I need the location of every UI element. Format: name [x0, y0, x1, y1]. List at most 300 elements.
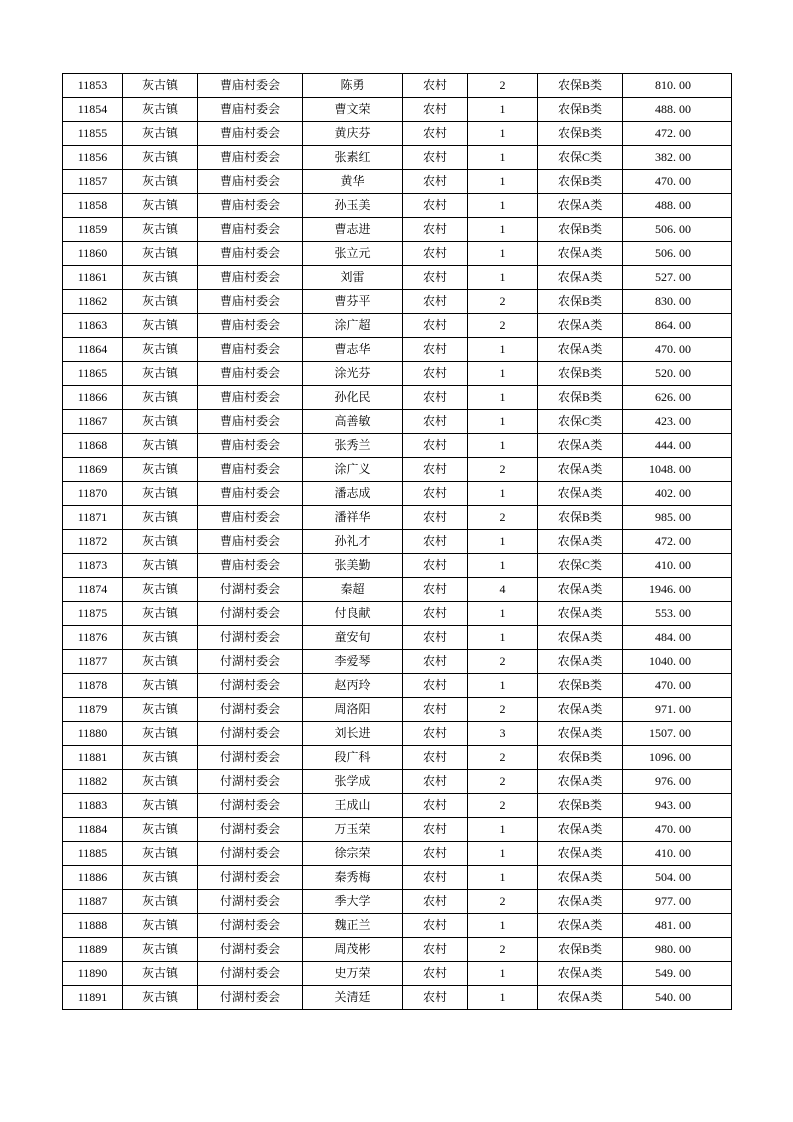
- cell-town: 灰古镇: [123, 626, 198, 650]
- cell-category: 农保A类: [538, 266, 623, 290]
- cell-residence: 农村: [403, 650, 468, 674]
- cell-id: 11874: [63, 578, 123, 602]
- cell-amount: 472. 00: [623, 122, 732, 146]
- cell-category: 农保B类: [538, 746, 623, 770]
- cell-residence: 农村: [403, 146, 468, 170]
- cell-amount: 506. 00: [623, 242, 732, 266]
- cell-amount: 830. 00: [623, 290, 732, 314]
- cell-town: 灰古镇: [123, 746, 198, 770]
- cell-category: 农保A类: [538, 458, 623, 482]
- cell-residence: 农村: [403, 938, 468, 962]
- cell-residence: 农村: [403, 74, 468, 98]
- table-row: [63, 434, 732, 458]
- table-row: [63, 482, 732, 506]
- cell-town: 灰古镇: [123, 290, 198, 314]
- cell-name: 秦秀梅: [303, 866, 403, 890]
- cell-amount: 488. 00: [623, 194, 732, 218]
- cell-name: 涂光芬: [303, 362, 403, 386]
- cell-count: 2: [468, 794, 538, 818]
- cell-id: 11867: [63, 410, 123, 434]
- cell-name: 张素红: [303, 146, 403, 170]
- cell-category: 农保B类: [538, 794, 623, 818]
- cell-residence: 农村: [403, 170, 468, 194]
- cell-village: 付湖村委会: [198, 818, 303, 842]
- cell-count: 1: [468, 914, 538, 938]
- cell-id: 11884: [63, 818, 123, 842]
- cell-category: 农保A类: [538, 602, 623, 626]
- cell-id: 11871: [63, 506, 123, 530]
- cell-town: 灰古镇: [123, 962, 198, 986]
- cell-village: 付湖村委会: [198, 746, 303, 770]
- table-row: [63, 866, 732, 890]
- cell-town: 灰古镇: [123, 866, 198, 890]
- cell-residence: 农村: [403, 458, 468, 482]
- cell-category: 农保B类: [538, 386, 623, 410]
- cell-count: 2: [468, 746, 538, 770]
- cell-count: 3: [468, 722, 538, 746]
- cell-amount: 481. 00: [623, 914, 732, 938]
- cell-residence: 农村: [403, 218, 468, 242]
- cell-count: 1: [468, 266, 538, 290]
- table-row: [63, 746, 732, 770]
- cell-town: 灰古镇: [123, 722, 198, 746]
- cell-id: 11869: [63, 458, 123, 482]
- cell-count: 1: [468, 962, 538, 986]
- cell-count: 1: [468, 866, 538, 890]
- cell-category: 农保B类: [538, 218, 623, 242]
- cell-town: 灰古镇: [123, 602, 198, 626]
- cell-village: 曹庙村委会: [198, 290, 303, 314]
- cell-count: 1: [468, 818, 538, 842]
- cell-amount: 976. 00: [623, 770, 732, 794]
- cell-count: 1: [468, 842, 538, 866]
- cell-village: 付湖村委会: [198, 866, 303, 890]
- cell-amount: 402. 00: [623, 482, 732, 506]
- cell-town: 灰古镇: [123, 914, 198, 938]
- cell-category: 农保A类: [538, 818, 623, 842]
- cell-category: 农保A类: [538, 482, 623, 506]
- cell-count: 1: [468, 194, 538, 218]
- cell-town: 灰古镇: [123, 890, 198, 914]
- cell-count: 1: [468, 362, 538, 386]
- cell-count: 2: [468, 650, 538, 674]
- cell-residence: 农村: [403, 530, 468, 554]
- cell-name: 秦超: [303, 578, 403, 602]
- cell-count: 1: [468, 410, 538, 434]
- cell-residence: 农村: [403, 242, 468, 266]
- cell-residence: 农村: [403, 98, 468, 122]
- cell-id: 11889: [63, 938, 123, 962]
- cell-amount: 382. 00: [623, 146, 732, 170]
- cell-town: 灰古镇: [123, 362, 198, 386]
- cell-residence: 农村: [403, 386, 468, 410]
- cell-amount: 506. 00: [623, 218, 732, 242]
- cell-amount: 444. 00: [623, 434, 732, 458]
- cell-id: 11854: [63, 98, 123, 122]
- table-row: [63, 362, 732, 386]
- cell-id: 11865: [63, 362, 123, 386]
- cell-village: 曹庙村委会: [198, 506, 303, 530]
- cell-name: 高善敏: [303, 410, 403, 434]
- cell-town: 灰古镇: [123, 698, 198, 722]
- cell-category: 农保A类: [538, 914, 623, 938]
- cell-residence: 农村: [403, 698, 468, 722]
- cell-town: 灰古镇: [123, 578, 198, 602]
- cell-category: 农保C类: [538, 146, 623, 170]
- cell-category: 农保A类: [538, 770, 623, 794]
- cell-village: 曹庙村委会: [198, 98, 303, 122]
- cell-name: 赵丙玲: [303, 674, 403, 698]
- cell-town: 灰古镇: [123, 194, 198, 218]
- cell-town: 灰古镇: [123, 170, 198, 194]
- table-row: [63, 266, 732, 290]
- cell-name: 季大学: [303, 890, 403, 914]
- cell-category: 农保B类: [538, 74, 623, 98]
- cell-id: 11868: [63, 434, 123, 458]
- cell-name: 张美勤: [303, 554, 403, 578]
- cell-amount: 470. 00: [623, 338, 732, 362]
- cell-amount: 540. 00: [623, 986, 732, 1010]
- table-row: [63, 674, 732, 698]
- cell-amount: 527. 00: [623, 266, 732, 290]
- cell-village: 付湖村委会: [198, 794, 303, 818]
- cell-id: 11882: [63, 770, 123, 794]
- cell-category: 农保A类: [538, 242, 623, 266]
- cell-category: 农保A类: [538, 842, 623, 866]
- cell-amount: 549. 00: [623, 962, 732, 986]
- cell-amount: 810. 00: [623, 74, 732, 98]
- cell-residence: 农村: [403, 818, 468, 842]
- cell-village: 曹庙村委会: [198, 170, 303, 194]
- cell-amount: 520. 00: [623, 362, 732, 386]
- cell-residence: 农村: [403, 194, 468, 218]
- cell-residence: 农村: [403, 482, 468, 506]
- cell-residence: 农村: [403, 410, 468, 434]
- cell-amount: 484. 00: [623, 626, 732, 650]
- cell-town: 灰古镇: [123, 770, 198, 794]
- cell-category: 农保A类: [538, 986, 623, 1010]
- cell-category: 农保B类: [538, 506, 623, 530]
- cell-name: 张秀兰: [303, 434, 403, 458]
- cell-village: 曹庙村委会: [198, 242, 303, 266]
- cell-residence: 农村: [403, 578, 468, 602]
- cell-id: 11856: [63, 146, 123, 170]
- cell-town: 灰古镇: [123, 314, 198, 338]
- table-row: [63, 506, 732, 530]
- cell-id: 11873: [63, 554, 123, 578]
- cell-id: 11861: [63, 266, 123, 290]
- table-row: [63, 386, 732, 410]
- table-row: [63, 290, 732, 314]
- cell-id: 11857: [63, 170, 123, 194]
- table-row: [63, 698, 732, 722]
- cell-town: 灰古镇: [123, 122, 198, 146]
- cell-amount: 943. 00: [623, 794, 732, 818]
- cell-amount: 1048. 00: [623, 458, 732, 482]
- cell-amount: 626. 00: [623, 386, 732, 410]
- cell-amount: 864. 00: [623, 314, 732, 338]
- cell-town: 灰古镇: [123, 842, 198, 866]
- cell-count: 2: [468, 698, 538, 722]
- cell-category: 农保A类: [538, 578, 623, 602]
- cell-id: 11863: [63, 314, 123, 338]
- cell-amount: 472. 00: [623, 530, 732, 554]
- cell-village: 曹庙村委会: [198, 146, 303, 170]
- cell-category: 农保A类: [538, 698, 623, 722]
- cell-name: 曹志华: [303, 338, 403, 362]
- cell-town: 灰古镇: [123, 794, 198, 818]
- cell-village: 曹庙村委会: [198, 338, 303, 362]
- cell-name: 王成山: [303, 794, 403, 818]
- cell-name: 曹文荣: [303, 98, 403, 122]
- table-row: [63, 938, 732, 962]
- cell-count: 1: [468, 98, 538, 122]
- cell-name: 童安旬: [303, 626, 403, 650]
- cell-count: 4: [468, 578, 538, 602]
- cell-category: 农保A类: [538, 650, 623, 674]
- cell-name: 陈勇: [303, 74, 403, 98]
- cell-village: 曹庙村委会: [198, 314, 303, 338]
- table-row: [63, 890, 732, 914]
- cell-residence: 农村: [403, 290, 468, 314]
- cell-name: 史万荣: [303, 962, 403, 986]
- table-row: [63, 170, 732, 194]
- cell-residence: 农村: [403, 986, 468, 1010]
- cell-count: 1: [468, 242, 538, 266]
- cell-town: 灰古镇: [123, 986, 198, 1010]
- cell-count: 2: [468, 938, 538, 962]
- cell-residence: 农村: [403, 890, 468, 914]
- cell-town: 灰古镇: [123, 74, 198, 98]
- cell-name: 刘雷: [303, 266, 403, 290]
- cell-village: 付湖村委会: [198, 698, 303, 722]
- cell-count: 1: [468, 218, 538, 242]
- cell-town: 灰古镇: [123, 266, 198, 290]
- cell-count: 1: [468, 122, 538, 146]
- cell-village: 付湖村委会: [198, 770, 303, 794]
- cell-town: 灰古镇: [123, 242, 198, 266]
- table-row: [63, 554, 732, 578]
- cell-residence: 农村: [403, 362, 468, 386]
- cell-village: 曹庙村委会: [198, 266, 303, 290]
- cell-town: 灰古镇: [123, 506, 198, 530]
- table-row: [63, 146, 732, 170]
- cell-id: 11862: [63, 290, 123, 314]
- cell-amount: 410. 00: [623, 842, 732, 866]
- cell-residence: 农村: [403, 866, 468, 890]
- cell-name: 周茂彬: [303, 938, 403, 962]
- cell-village: 曹庙村委会: [198, 74, 303, 98]
- cell-category: 农保A类: [538, 626, 623, 650]
- cell-count: 1: [468, 986, 538, 1010]
- cell-category: 农保B类: [538, 122, 623, 146]
- cell-category: 农保B类: [538, 98, 623, 122]
- cell-amount: 410. 00: [623, 554, 732, 578]
- table-row: [63, 626, 732, 650]
- table-row: [63, 818, 732, 842]
- cell-village: 曹庙村委会: [198, 434, 303, 458]
- cell-name: 孙化民: [303, 386, 403, 410]
- table-row: [63, 314, 732, 338]
- cell-id: 11887: [63, 890, 123, 914]
- cell-name: 涂广义: [303, 458, 403, 482]
- cell-residence: 农村: [403, 626, 468, 650]
- cell-count: 2: [468, 890, 538, 914]
- cell-id: 11855: [63, 122, 123, 146]
- cell-name: 黄庆芬: [303, 122, 403, 146]
- cell-count: 2: [468, 458, 538, 482]
- cell-count: 2: [468, 770, 538, 794]
- cell-count: 2: [468, 314, 538, 338]
- cell-category: 农保A类: [538, 722, 623, 746]
- cell-town: 灰古镇: [123, 530, 198, 554]
- table-row: [63, 242, 732, 266]
- table-row: [63, 458, 732, 482]
- cell-id: 11890: [63, 962, 123, 986]
- cell-category: 农保C类: [538, 554, 623, 578]
- cell-id: 11886: [63, 866, 123, 890]
- cell-category: 农保B类: [538, 290, 623, 314]
- cell-name: 潘祥华: [303, 506, 403, 530]
- cell-count: 2: [468, 290, 538, 314]
- cell-id: 11864: [63, 338, 123, 362]
- table-row: [63, 794, 732, 818]
- cell-id: 11858: [63, 194, 123, 218]
- cell-residence: 农村: [403, 554, 468, 578]
- table-row: [63, 98, 732, 122]
- table-row: [63, 650, 732, 674]
- cell-village: 付湖村委会: [198, 938, 303, 962]
- cell-name: 李爱琴: [303, 650, 403, 674]
- cell-id: 11881: [63, 746, 123, 770]
- cell-residence: 农村: [403, 434, 468, 458]
- cell-amount: 1507. 00: [623, 722, 732, 746]
- table-row: [63, 338, 732, 362]
- table-row: [63, 194, 732, 218]
- cell-category: 农保A类: [538, 194, 623, 218]
- cell-town: 灰古镇: [123, 146, 198, 170]
- cell-village: 付湖村委会: [198, 674, 303, 698]
- cell-town: 灰古镇: [123, 554, 198, 578]
- cell-count: 1: [468, 146, 538, 170]
- cell-id: 11853: [63, 74, 123, 98]
- cell-category: 农保A类: [538, 314, 623, 338]
- cell-name: 张学成: [303, 770, 403, 794]
- cell-name: 付良献: [303, 602, 403, 626]
- table-row: [63, 530, 732, 554]
- cell-name: 涂广超: [303, 314, 403, 338]
- cell-id: 11891: [63, 986, 123, 1010]
- cell-residence: 农村: [403, 602, 468, 626]
- cell-id: 11872: [63, 530, 123, 554]
- cell-residence: 农村: [403, 842, 468, 866]
- cell-count: 1: [468, 434, 538, 458]
- cell-town: 灰古镇: [123, 482, 198, 506]
- cell-residence: 农村: [403, 722, 468, 746]
- cell-count: 1: [468, 602, 538, 626]
- table-row: [63, 722, 732, 746]
- cell-name: 曹志进: [303, 218, 403, 242]
- cell-residence: 农村: [403, 914, 468, 938]
- cell-town: 灰古镇: [123, 674, 198, 698]
- cell-town: 灰古镇: [123, 218, 198, 242]
- cell-town: 灰古镇: [123, 458, 198, 482]
- cell-town: 灰古镇: [123, 818, 198, 842]
- cell-name: 徐宗荣: [303, 842, 403, 866]
- cell-residence: 农村: [403, 122, 468, 146]
- cell-village: 曹庙村委会: [198, 458, 303, 482]
- table-row: [63, 986, 732, 1010]
- cell-count: 1: [468, 626, 538, 650]
- cell-amount: 1096. 00: [623, 746, 732, 770]
- cell-category: 农保B类: [538, 674, 623, 698]
- cell-residence: 农村: [403, 746, 468, 770]
- cell-name: 潘志成: [303, 482, 403, 506]
- benefits-table: [62, 73, 732, 1010]
- cell-town: 灰古镇: [123, 338, 198, 362]
- table-row: [63, 770, 732, 794]
- cell-town: 灰古镇: [123, 434, 198, 458]
- cell-amount: 1946. 00: [623, 578, 732, 602]
- cell-category: 农保A类: [538, 434, 623, 458]
- cell-village: 曹庙村委会: [198, 386, 303, 410]
- cell-residence: 农村: [403, 962, 468, 986]
- cell-id: 11859: [63, 218, 123, 242]
- cell-village: 曹庙村委会: [198, 410, 303, 434]
- table-row: [63, 602, 732, 626]
- cell-count: 1: [468, 554, 538, 578]
- cell-village: 付湖村委会: [198, 842, 303, 866]
- table-row: [63, 122, 732, 146]
- cell-id: 11860: [63, 242, 123, 266]
- cell-id: 11876: [63, 626, 123, 650]
- cell-count: 2: [468, 74, 538, 98]
- cell-category: 农保B类: [538, 938, 623, 962]
- cell-town: 灰古镇: [123, 650, 198, 674]
- cell-count: 2: [468, 506, 538, 530]
- cell-count: 1: [468, 674, 538, 698]
- cell-name: 魏正兰: [303, 914, 403, 938]
- cell-id: 11877: [63, 650, 123, 674]
- cell-count: 1: [468, 530, 538, 554]
- cell-residence: 农村: [403, 314, 468, 338]
- cell-village: 付湖村委会: [198, 890, 303, 914]
- cell-village: 付湖村委会: [198, 602, 303, 626]
- cell-village: 曹庙村委会: [198, 530, 303, 554]
- cell-category: 农保B类: [538, 170, 623, 194]
- cell-amount: 470. 00: [623, 674, 732, 698]
- table-row: [63, 410, 732, 434]
- cell-name: 孙玉美: [303, 194, 403, 218]
- cell-residence: 农村: [403, 794, 468, 818]
- cell-village: 曹庙村委会: [198, 122, 303, 146]
- table-row: [63, 914, 732, 938]
- cell-village: 付湖村委会: [198, 626, 303, 650]
- cell-name: 孙礼才: [303, 530, 403, 554]
- table-row: [63, 842, 732, 866]
- cell-id: 11883: [63, 794, 123, 818]
- cell-town: 灰古镇: [123, 410, 198, 434]
- cell-amount: 488. 00: [623, 98, 732, 122]
- cell-residence: 农村: [403, 674, 468, 698]
- cell-category: 农保A类: [538, 866, 623, 890]
- cell-category: 农保C类: [538, 410, 623, 434]
- cell-amount: 470. 00: [623, 170, 732, 194]
- table-body: [63, 74, 732, 1010]
- cell-category: 农保A类: [538, 962, 623, 986]
- cell-amount: 1040. 00: [623, 650, 732, 674]
- cell-name: 黄华: [303, 170, 403, 194]
